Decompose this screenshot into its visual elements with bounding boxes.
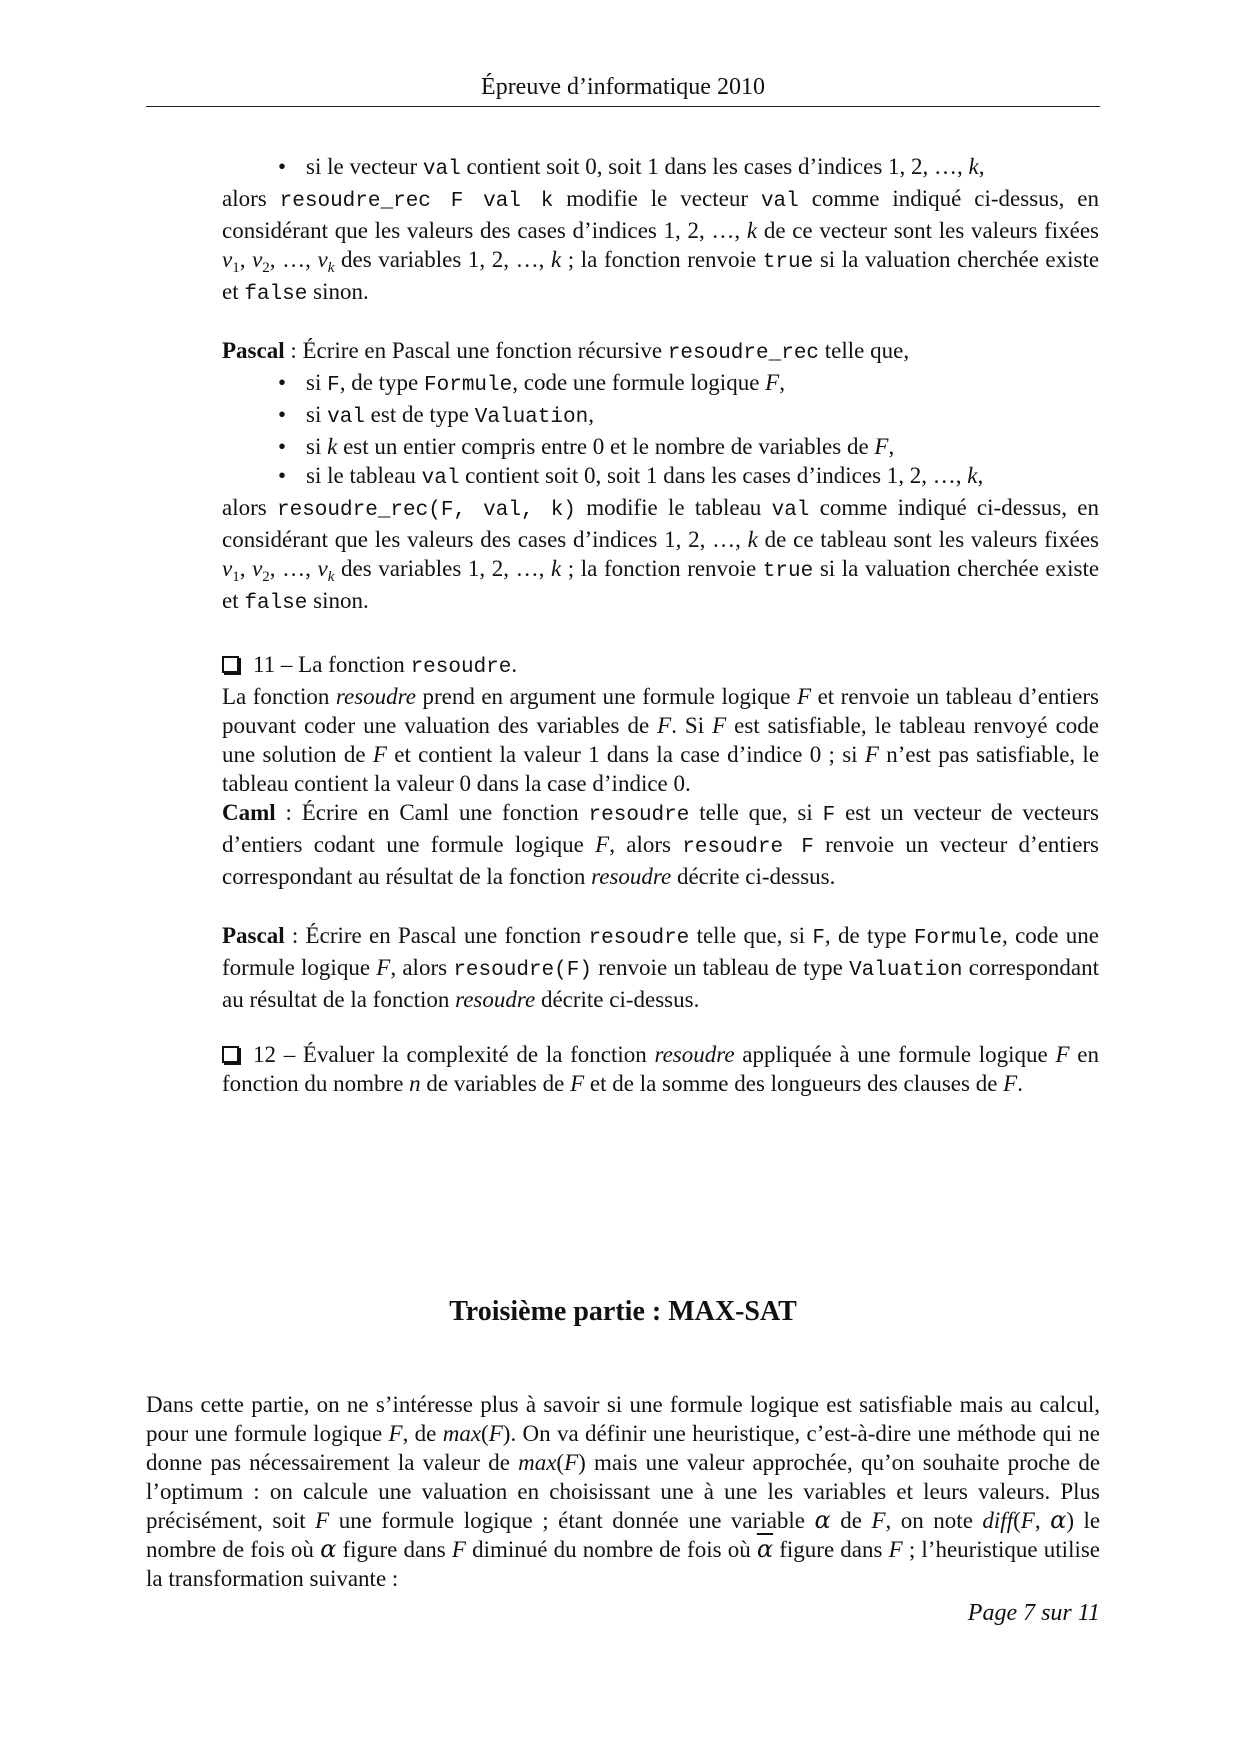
page-header: Épreuve d’informatique 2010 [481, 74, 765, 100]
list-item: • si val est de type Valuation, [222, 400, 1099, 432]
list-item: • si le vecteur val contient soit 0, soit 1 dans les cases d’indices 1, 2, …, k, [222, 152, 1099, 184]
paragraph: Pascal : Écrire en Pascal une fonction récursive resoudre_rec telle que, [222, 338, 910, 365]
question-12 [222, 1040, 1099, 1098]
paragraph: Pascal : Écrire en Pascal une fonction resoudre telle que, si F, de type Formule, code une formule logique F, alors resoudre(F) renvoie un tableau de type Valuation correspondant au résultat de la fonction resoudre décrite ci-dessus. [222, 923, 1100, 1012]
question-heading: 11 – La fonction resoudre. [222, 650, 1099, 682]
paragraph: alors resoudre_rec(F, val, k) modifie le tableau val comme indiqué ci-dessus, en considérant que les valeurs des cases d’indices 1, 2, …, k de ce tableau sont les valeurs fixées $v_1$, $v_2$, …, $v_k$ des variables 1, 2, …, k ; la fonction renvoie true si la valuation cherchée existe et false sinon. [222, 495, 1100, 615]
page-number: Page 7 sur 11 [967, 1600, 1100, 1626]
q10-pascal [222, 336, 1099, 618]
list-item: • si F, de type Formule, code une formule logique F, [222, 368, 1099, 400]
q10-continuation [222, 152, 1099, 309]
question-11 [222, 650, 1099, 1014]
paragraph: La fonction resoudre prend en argument une formule logique F et renvoie un tableau d’entiers pouvant coder une valuation des variables de F. Si F est satisfiable, le tableau renvoyé code une solution de F et contient la valeur 1 dans la case d’indice 0 ; si F n’est pas satisfiable, le tableau contient la valeur 0 dans la case d’indice 0. [222, 684, 1100, 796]
part3-intro [146, 1390, 1100, 1593]
paragraph: Caml : Écrire en Caml une fonction resoudre telle que, si F est un vecteur de vecteurs d’entiers codant une formule logique F, alors resoudre F renvoie un vecteur d’entiers correspondant au résultat de la fonction resoudre décrite ci-dessus. [222, 800, 1100, 889]
list-item: • si k est un entier compris entre 0 et le nombre de variables de F, [222, 432, 1099, 461]
paragraph: 12 – Évaluer la complexité de la fonction resoudre appliquée à une formule logique F en fonction du nombre n de variables de F et de la somme des longueurs des clauses de F. [222, 1042, 1099, 1096]
checkbox-square-icon [222, 656, 239, 673]
list-item: • si le tableau val contient soit 0, soit 1 dans les cases d’indices 1, 2, …, k, [222, 461, 1099, 493]
paragraph: Dans cette partie, on ne s’intéresse plus à savoir si une formule logique est satisfiable mais au calcul, pour une formule logique F, de max(F). On va définir une heuristique, c’est-à-dire une méthode qui ne donne pas nécessairement la valeur de max(F) mais une valeur approchée, qu’on souhaite proche de l’optimum : on calcule une valuation en choisissant une à une les variables et leurs valeurs. Plus précisément, soit F une formule logique ; étant donnée une variable α de F, on note diff(F, α) le nombre de fois où α figure dans F diminué du nombre de fois où $\overline{\alpha}$ figure dans F ; l’heuristique utilise la transformation suivante : [146, 1392, 1101, 1591]
checkbox-square-icon [222, 1046, 239, 1063]
header-rule [146, 106, 1100, 107]
paragraph: alors resoudre_rec F val k modifie le vecteur val comme indiqué ci-dessus, en considérant que les valeurs des cases d’indices 1, 2, …, k de ce vecteur sont les valeurs fixées $v_1$, $v_2$, …, $v_k$ des variables 1, 2, …, k ; la fonction renvoie true si la valuation cherchée existe et false sinon. [222, 186, 1100, 306]
section-title: Troisième partie : MAX-SAT [449, 1296, 797, 1327]
